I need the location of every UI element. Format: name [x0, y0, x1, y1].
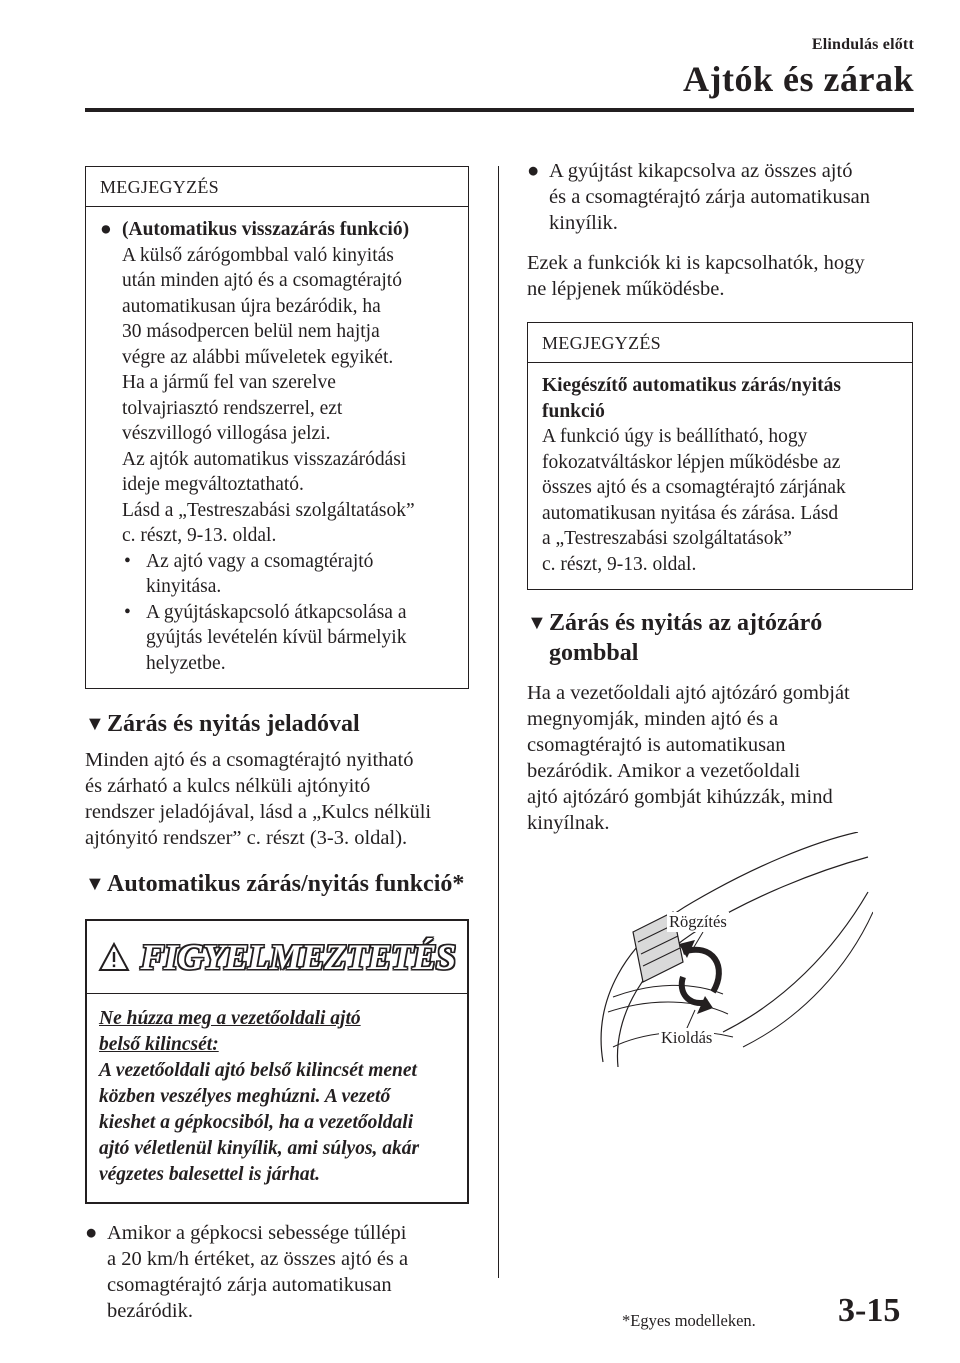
note-line: A funkció úgy is beállítható, hogy — [542, 426, 808, 447]
sub-bullet-item — [122, 600, 454, 677]
triangle-down-icon: ▼ — [85, 873, 105, 895]
door-handle-drawing — [583, 832, 873, 1072]
bullet-item-speed — [85, 1220, 469, 1324]
note-line: ideje megváltoztatható. — [122, 474, 304, 495]
note-line: vészvillogó villogása jelzi. — [122, 423, 331, 444]
header-rule — [85, 108, 914, 112]
bullet-icon: ● — [527, 160, 540, 182]
heading-text: Zárás és nyitás az ajtózáró — [549, 610, 823, 636]
sub-bullet-line: kinyitása. — [146, 576, 222, 597]
note-line: Lásd a „Testreszabási szolgáltatások” — [122, 499, 415, 521]
paragraph-remote — [85, 747, 469, 851]
note-line: tolvajriasztó rendszerrel, ezt — [122, 397, 343, 419]
note-line: automatikusan nyitása és zárása. Lásd — [542, 502, 839, 524]
note-heading: MEGJEGYZÉS — [528, 323, 912, 363]
sub-bullet-line: helyzetbe. — [146, 652, 226, 674]
column-divider — [498, 166, 499, 1278]
warning-line: ajtó véletlenül kinyílik, ami súlyos, akár — [99, 1138, 420, 1159]
bullet-icon: ● — [85, 1222, 98, 1244]
warning-line: végzetes balesettel is járhat. — [99, 1164, 320, 1185]
warning-header — [87, 921, 467, 994]
bullet-line: Amikor a gépkocsi sebessége túllépi — [107, 1222, 407, 1244]
note-line: fokozatváltáskor lépjen működésbe az — [542, 451, 841, 473]
warning-line: közben veszélyes meghúzni. A vezető — [99, 1086, 391, 1107]
para-line: Ha a vezetőoldali ajtó ajtózáró gombját — [527, 682, 850, 704]
heading-text: Automatikus zárás/nyitás funkció* — [107, 871, 465, 897]
note-body — [86, 207, 468, 688]
bullet-item-ignition — [527, 158, 913, 236]
sub-bullet-line: gyújtás levételén kívül bármelyik — [146, 627, 407, 648]
para-line: megnyomják, minden ajtó és a — [527, 708, 779, 730]
sub-bullet-icon: • — [124, 601, 131, 623]
sub-bullet-line: Az ajtó vagy a csomagtérajtó — [146, 550, 374, 572]
warning-box — [85, 919, 469, 1204]
note-box-additional — [527, 322, 913, 590]
label-lock: Rögzítés — [669, 912, 727, 931]
note-heading: MEGJEGYZÉS — [86, 167, 468, 207]
para-line: bezáródik. Amikor a vezetőoldali — [527, 760, 801, 782]
note-line: Az ajtók automatikus visszazáródási — [122, 448, 407, 470]
para-line: ajtónyitó rendszer” c. részt (3-3. oldal). — [85, 827, 408, 849]
paragraph-disable — [527, 250, 913, 302]
warning-subhead: Ne húzza meg a vezetőoldali ajtó — [99, 1008, 361, 1029]
section-label: Elindulás előtt — [811, 36, 914, 53]
para-line: rendszer jeladójával, lásd a „Kulcs nélküli — [85, 801, 432, 823]
note-line: a „Testreszabási szolgáltatások” — [542, 528, 792, 549]
bullet-line: bezáródik. — [107, 1300, 193, 1322]
bullet-line: A gyújtást kikapcsolva az összes ajtó — [549, 160, 853, 182]
section-heading-remote — [85, 709, 469, 739]
bullet-icon: ● — [100, 219, 112, 240]
right-column — [527, 160, 913, 836]
para-line: Ezek a funkciók ki is kapcsolhatók, hogy — [527, 252, 865, 274]
label-unlock: Kioldás — [661, 1028, 713, 1047]
note-line: 30 másodpercen belül nem hajtja — [122, 321, 380, 342]
paragraph-door-button — [527, 680, 913, 836]
para-line: kinyílnak. — [527, 812, 610, 834]
left-column — [85, 166, 469, 1324]
note-title: Kiegészítő automatikus zárás/nyitás — [542, 375, 841, 396]
page-number: 3-15 — [838, 1292, 901, 1329]
warning-body — [87, 994, 467, 1202]
section-heading-door-button — [527, 608, 913, 668]
bullet-line: és a csomagtérajtó zárja automatikusan — [549, 186, 871, 208]
heading-text: gombbal — [549, 640, 639, 666]
bullet-line: a 20 km/h értéket, az összes ajtó és a — [107, 1248, 409, 1270]
note-title: funkció — [542, 400, 605, 422]
note-line: automatikusan újra bezáródik, ha — [122, 295, 381, 317]
note-line: után minden ajtó és a csomagtérajtó — [122, 270, 402, 291]
para-line: és zárható a kulcs nélküli ajtónyitó — [85, 775, 371, 797]
footnote: *Egyes modelleken. — [622, 1311, 756, 1330]
note-box-auto-relock — [85, 166, 469, 689]
note-line: összes ajtó és a csomagtérajtó zárjának — [542, 477, 846, 498]
para-line: ne lépjenek működésbe. — [527, 278, 725, 300]
note-line: A külső zárógombbal való kinyitás — [122, 244, 394, 266]
door-lock-illustration — [583, 832, 873, 1072]
note-line: c. részt, 9-13. oldal. — [542, 553, 697, 575]
warning-line: A vezetőoldali ajtó belső kilincsét menet — [99, 1060, 417, 1081]
note-line: végre az alábbi műveletek egyikét. — [122, 346, 394, 368]
bullet-item — [100, 217, 454, 676]
triangle-down-icon: ▼ — [527, 612, 547, 634]
warning-triangle-icon — [98, 942, 130, 972]
sub-bullet-item — [122, 549, 454, 600]
bullet-line: csomagtérajtó zárja automatikusan — [107, 1274, 392, 1296]
para-line: csomagtérajtó is automatikusan — [527, 734, 786, 756]
page-title: Ajtók és zárak — [683, 59, 914, 99]
para-line: ajtó ajtózáró gombját kihúzzák, mind — [527, 786, 833, 808]
heading-text: Zárás és nyitás jeladóval — [107, 711, 360, 737]
section-heading-auto-lock — [85, 869, 469, 899]
warning-subhead: belső kilincsét: — [99, 1034, 219, 1055]
note-line: c. részt, 9-13. oldal. — [122, 525, 277, 546]
bullet-line: kinyílik. — [549, 212, 618, 234]
sub-bullet-line: A gyújtáskapcsoló átkapcsolása a — [146, 601, 407, 623]
note-body — [528, 363, 912, 589]
warning-line: kieshet a gépkocsiból, ha a vezetőoldali — [99, 1112, 414, 1133]
para-line: Minden ajtó és a csomagtérajtó nyitható — [85, 749, 414, 771]
note-line: Ha a jármű fel van szerelve — [122, 372, 336, 393]
triangle-down-icon: ▼ — [85, 713, 105, 735]
sub-bullet-icon: • — [124, 550, 131, 572]
note-bullet-title: (Automatikus visszazárás funkció) — [122, 219, 410, 240]
warning-title: FIGYELMEZTETÉS — [140, 937, 456, 977]
